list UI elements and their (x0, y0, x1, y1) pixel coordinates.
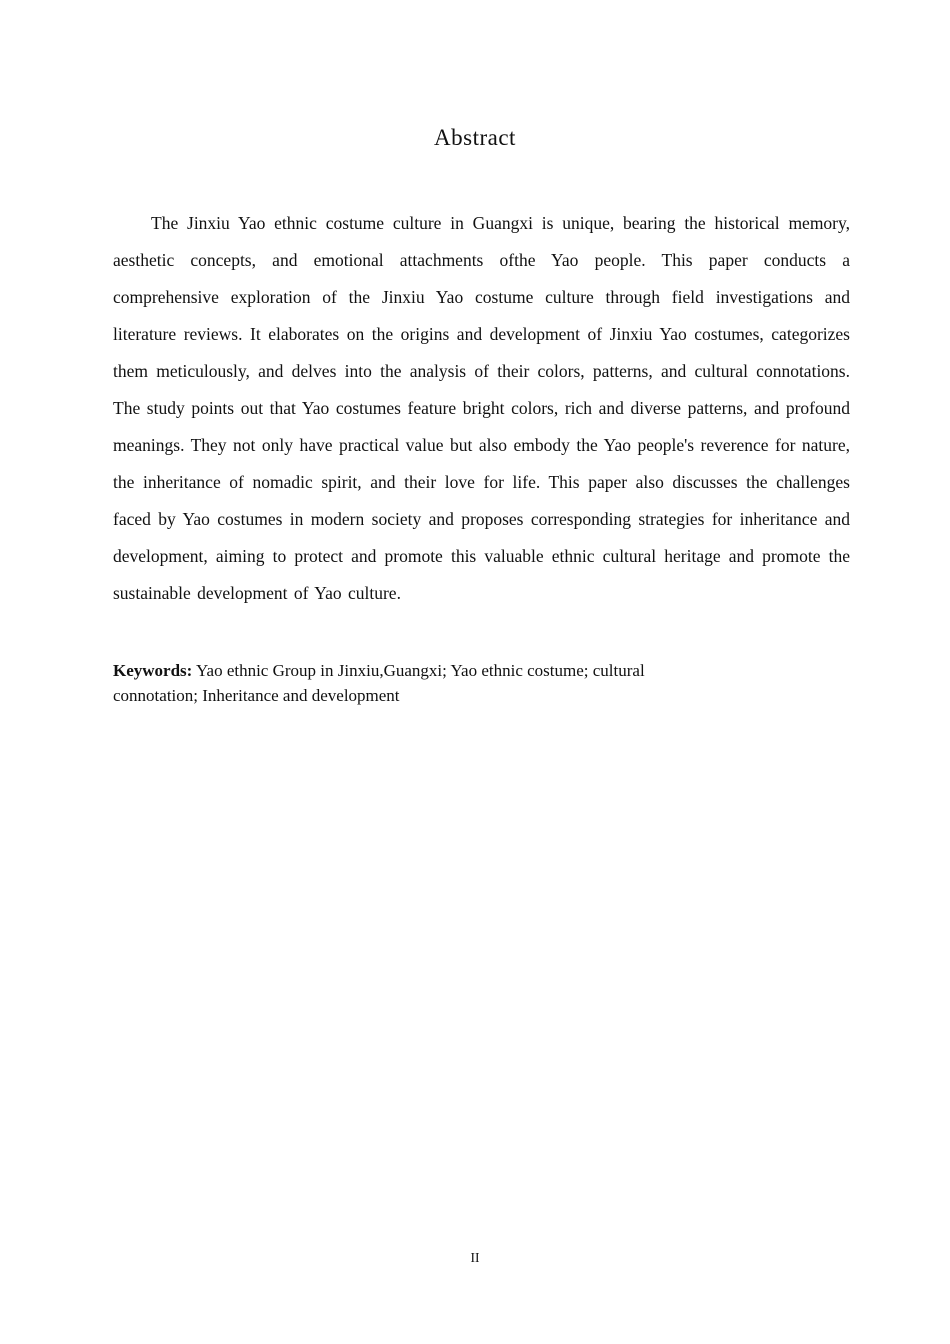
keywords-text-line2: connotation; Inheritance and development (113, 686, 400, 705)
keywords-text-line1: Yao ethnic Group in Jinxiu,Guangxi; Yao ethnic costume; cultural (192, 661, 645, 680)
keywords-block (113, 658, 850, 708)
keywords-label: Keywords: (113, 661, 193, 680)
abstract-title: Abstract (434, 125, 516, 150)
page-number: II (470, 1250, 480, 1265)
abstract-paragraph: The Jinxiu Yao ethnic costume culture in Guangxi is unique, bearing the historical memory, aesthetic concepts, and emotional attachments ofthe Yao people. This paper conducts a comprehensive exploration of the Jinxiu Yao costume culture through field investigations and literature reviews. It elaborates on the origins and development of Jinxiu Yao costumes, categorizes them meticulously, and delves into the analysis of their colors, patterns, and cultural connotations. The study points out that Yao costumes feature bright colors, rich and diverse patterns, and profound meanings. They not only have practical value but also embody the Yao people's reverence for nature, the inheritance of nomadic spirit, and their love for life. This paper also discusses the challenges faced by Yao costumes in modern society and proposes corresponding strategies for inheritance and development, aiming to protect and promote this valuable ethnic cultural heritage and promote the sustainable development of Yao culture. (113, 213, 850, 603)
